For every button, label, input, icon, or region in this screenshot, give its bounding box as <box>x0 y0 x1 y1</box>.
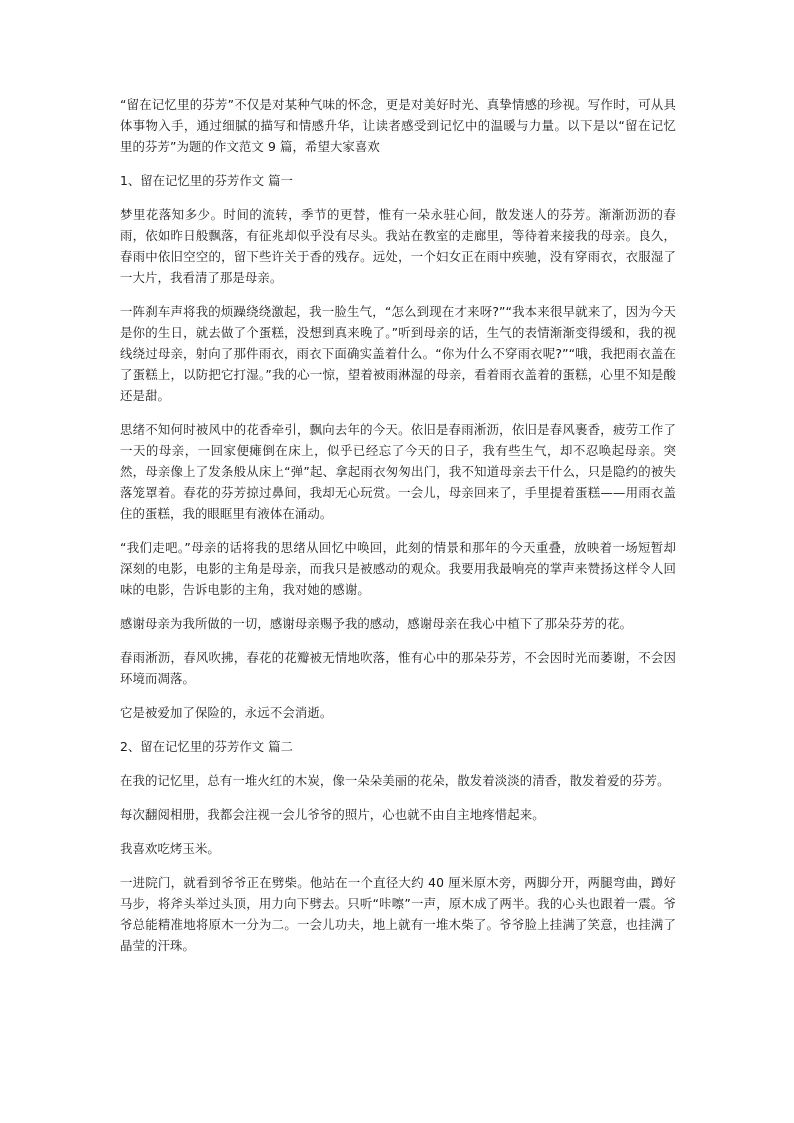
essay-1-paragraph-6: 春雨淅沥，春风吹拂，春花的花瓣被无情地吹落，惟有心中的那朵芬芳，不会因时光而萎谢，不会因环境而凋落。 <box>120 650 676 686</box>
document-page <box>120 94 676 969</box>
essay-2-paragraph-1: 在我的记忆里，总有一堆火红的木炭，像一朵朵美丽的花朵，散发着淡淡的清香，散发着爱的芬芳。 <box>120 773 670 788</box>
essay-1-paragraph-1: 梦里花落知多少。时间的流转，季节的更替，惟有一朵永驻心间，散发迷人的芬芳。渐渐沥沥的春雨，依如昨日般飘落，有征兆却似乎没有尽头。我站在教室的走廊里，等待着来接我的母亲。良久，春雨中依旧空空的，留下些许关于香的残存。远处，一个妇女正在雨中疾驰，没有穿雨衣，衣服湿了一大片，我看清了那是母亲。 <box>120 207 676 285</box>
essay-1-paragraph-2: 一阵刹车声将我的烦躁绕绕激起，我一脸生气，“怎么到现在才来呀?”“我本来很早就来了，因为今天是你的生日，就去做了个蛋糕，没想到真来晚了。”听到母亲的话，生气的表情渐渐变得缓和，我的视线绕过母亲，射向了那件雨衣，雨衣下面确实盖着什么。“你为什么不穿雨衣呢?”“哦，我把雨衣盖在了蛋糕上，以防把它打湿。”我的心一惊，望着被雨淋湿的母亲，看着雨衣盖着的蛋糕，心里不知是酸还是甜。 <box>120 304 676 403</box>
essay-1-heading: 1、留在记忆里的芬芳作文 篇一 <box>120 173 293 188</box>
intro-paragraph: “留在记忆里的芬芳”不仅是对某种气味的怀念，更是对美好时光、真挚情感的珍视。写作时，可从具体事物入手，通过细腻的描写和情感升华，让读者感受到记忆中的温暖与力量。以下是以“留在记忆里的芬芳”为题的作文范文 9 篇，希望大家喜欢 <box>120 97 676 154</box>
essay-2-paragraph-4: 一进院门，就看到爷爷正在劈柴。他站在一个直径大约 40 厘米原木旁，两脚分开，两腿弯曲，蹲好马步，将斧头举过头顶，用力向下劈去。只听“咔嚓”一声，原木成了两半。我的心头也跟着一震。爷爷总能精准地将原木一分为二。一会儿功夫，地上就有一堆木柴了。爷爷脸上挂满了笑意，也挂满了晶莹的汗珠。 <box>120 875 676 953</box>
essay-2-paragraph-2: 每次翻阅相册，我都会注视一会儿爷爷的照片，心也就不由自主地疼惜起来。 <box>120 807 545 822</box>
essay-2-heading: 2、留在记忆里的芬芳作文 篇二 <box>120 739 293 754</box>
essay-1-paragraph-4: “我们走吧。”母亲的话将我的思绪从回忆中唤回，此刻的情景和那年的今天重叠，放映着一场短暂却深刻的电影，电影的主角是母亲，而我只是被感动的观众。我要用我最响亮的掌声来赞扬这样令人回味的电影，告诉电影的主角，我对她的感谢。 <box>120 540 676 597</box>
essay-1-paragraph-3: 思绪不知何时被风中的花香牵引，飘向去年的今天。依旧是春雨淅沥，依旧是春风裹香，疲劳工作了一天的母亲，一回家便瘫倒在床上，似乎已经忘了今天的日子，我有些生气，却不忍唤起母亲。突然，母亲像上了发条般从床上“弹”起、拿起雨衣匆匆出门，我不知道母亲去干什么，只是隐约的被失落笼罩着。春花的芬芳掠过鼻间，我却无心玩赏。一会儿，母亲回来了，手里提着蛋糕——用雨衣盖住的蛋糕，我的眼眶里有液体在涌动。 <box>120 422 676 521</box>
essay-1-paragraph-5: 感谢母亲为我所做的一切，感谢母亲赐予我的感动，感谢母亲在我心中植下了那朵芬芳的花。 <box>120 616 633 631</box>
essay-1-paragraph-7: 它是被爱加了保险的，永远不会消逝。 <box>120 705 333 720</box>
essay-2-paragraph-3: 我喜欢吃烤玉米。 <box>120 841 220 856</box>
